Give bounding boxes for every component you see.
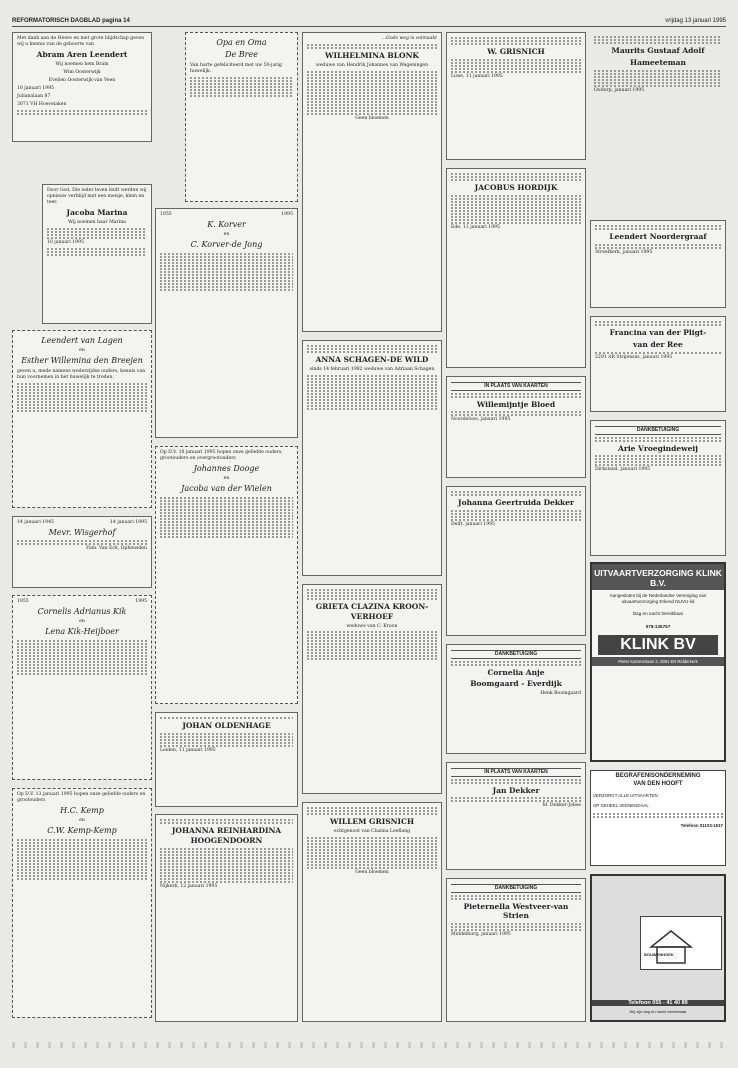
obituary-schagen: [302, 340, 442, 576]
ad-text: Van harte gefeliciteerd met uw 50-jarig huwelijk.: [190, 62, 282, 74]
house-logo: [640, 916, 722, 970]
ad-date: Oudorp, januari 1995: [594, 87, 645, 93]
ad-signature: M. Dekker-Jobse: [542, 803, 581, 809]
obituary-oldenhage: [155, 712, 298, 807]
section-heading: IN PLAATS VAN KAARTEN: [451, 768, 581, 777]
house-phone: Telefoon 055 - 41 40 89: [592, 1000, 724, 1006]
column-3: [302, 32, 442, 1032]
ad-name: Francina van der Pligt-: [609, 328, 707, 337]
ad-name2: C.W. Kemp-Kemp: [47, 826, 117, 836]
ad-sub: weduwe van C. Kroon: [346, 623, 398, 629]
ad-en: en: [79, 348, 85, 354]
bouwenhoek-ad: [590, 874, 726, 1022]
ad-name1: Johannes Dooge: [193, 463, 260, 473]
ad-date: 10 januari 1995: [17, 85, 54, 91]
ad-title2: De Bree: [225, 50, 258, 60]
page-header: [12, 14, 726, 27]
ad-quote: ...Gods weg is volmaakt: [381, 36, 437, 41]
ad-name: Abram Aren Leendert: [36, 49, 128, 59]
ad-city: 3071 VH Hoevelaken: [17, 101, 67, 107]
ad-date-right: 1995: [281, 212, 293, 217]
ad-date: Lisse, 11 januari 1995: [451, 73, 503, 79]
ad-name2: Jacoba van der Wielen: [181, 484, 272, 494]
thanks-vroegindeweij: [590, 420, 726, 556]
ad-date: Noordeloos, januari 1995: [451, 417, 511, 423]
anniversary-dooge: [155, 446, 298, 704]
ad-sub: weduwe van Hendrik Johannes van Wageningen: [315, 62, 429, 68]
anniversary-kemp: [12, 788, 152, 1018]
ad-name: JOHANNA REINHARDINA HOOGENDOORN: [171, 826, 282, 845]
wedding-announcement: [12, 330, 152, 508]
klink-uitvaart-banner: [590, 562, 726, 762]
newspaper-title: REFORMATORISCH DAGBLAD pagina 14: [12, 18, 130, 24]
ad-date-left: 1955: [160, 212, 172, 217]
ad-text: geven u, mede namens wederzijdse ouders, kennis van hun voornemen in het huwelijk te treden.: [17, 368, 146, 380]
ad-name: WILLEM GRISNICH: [329, 817, 415, 826]
ad-name2: C. Korver-de Jong: [190, 240, 263, 250]
column-4: [446, 32, 586, 1032]
obituary-hoogendoorn: [155, 814, 298, 1022]
ad-intro: Op D.V. 18 januari 1995 hopen onze geliefde ouders, grootouders en overgrootouders: [160, 450, 283, 461]
ad-name1: K. Korver: [207, 219, 246, 229]
ad-date: Delft, januari 1995: [451, 521, 495, 527]
ad-parents2: Evelien Oosterwijk-van Veen: [48, 77, 116, 83]
ad-name: GRIETA CLAZINA KROON-VERHOEF: [315, 602, 429, 621]
ad-name: Arie Vroegindeweij: [618, 443, 698, 453]
ad-name: WILHELMINA BLONK: [325, 50, 419, 60]
notice-w-grisnich: [446, 32, 586, 160]
birth-announcement-marina: [42, 184, 152, 324]
anniversary-kik: [12, 595, 152, 780]
section-heading: DANKBETUIGING: [451, 884, 581, 893]
ad-date-left: 1955: [17, 599, 29, 604]
ad-date-right: 14 januari 1995: [110, 520, 147, 525]
ad-name2: van der Ree: [633, 339, 683, 349]
ad-name: Cornelia Anje: [487, 667, 545, 677]
birth-announcement-bram: [12, 32, 152, 142]
ad-name2: Esther Willemina den Breejen: [21, 356, 143, 366]
section-heading: IN PLAATS VAN KAARTEN: [451, 382, 581, 391]
ad-signature: Geen bloemen: [355, 869, 389, 875]
house-brand: BOUWENHOEK: [644, 952, 674, 957]
obituary-hordijk: [446, 168, 586, 368]
ad-name: Jacoba Marina: [66, 207, 128, 217]
notice-dekker: [446, 486, 586, 636]
ad-name: Johanna Geertruida Dekker: [458, 498, 574, 507]
ad-signature: Henk Boomgaard: [540, 691, 581, 696]
ad-name: Mevr. Wisgerhof: [48, 527, 116, 537]
ad-name: Maurits Gustaaf Adolf: [611, 46, 705, 55]
ad-intro: Door God, Die ieder leven leidt werden wij opnieuw verblijd met een meisje, klein en teer.: [47, 188, 147, 205]
ad-signature: Fam. Van Eck, Opheusden: [86, 546, 147, 552]
ad-date: Middelburg, januari 1995: [451, 932, 511, 937]
column-2: [155, 32, 298, 1032]
ad-name2: Lena Kik-Heijboer: [45, 627, 119, 637]
ad-date: Dirksland, januari 1995: [595, 467, 651, 473]
ad-name2: Boomgaard - Everdijk: [470, 679, 562, 689]
ad-name: Willemijntje Bloed: [476, 399, 556, 409]
thanks-noordergraaf: [590, 220, 726, 308]
hooft-line2: OP GEHEEL VEENENDAAL: [593, 803, 649, 809]
page-footer-strip: [12, 1042, 726, 1048]
column-1: [12, 32, 152, 1032]
ad-sub: echtgenoot van Clazina Leeflang: [333, 828, 411, 834]
ad-name: W. GRISNICH: [487, 47, 545, 56]
ad-date: Streefkerk, januari 1995: [595, 249, 653, 255]
ad-intro: Op D.V. 13 januari 1995 hopen onze geliefde ouders en grootouders: [17, 792, 146, 803]
banner-text2: Dag en nacht bereikbaar: [632, 611, 684, 617]
obituary-blonk: [302, 32, 442, 332]
thanks-boomgaard: [446, 644, 586, 754]
ad-date: 10 januari 1995: [47, 239, 84, 245]
ad-date: 2291 AR Strijensas, januari 1995: [595, 354, 673, 360]
ad-en: en: [223, 232, 230, 238]
hooft-title2: VAN DEN HOOFT: [633, 780, 683, 787]
banner-phone: 078-135757: [645, 623, 671, 629]
ad-sub: Wij noemen haar Marina: [68, 219, 126, 225]
obituary-kroon: [302, 584, 442, 794]
ad-name: Pieternella Westveer-van Strien: [463, 901, 569, 921]
ad-en: en: [79, 818, 85, 824]
klink-logo: KLINK BV: [598, 635, 718, 655]
banner-title: UITVAARTVERZORGING KLINK B.V.: [592, 564, 724, 590]
ad-name: JACOBUS HORDIJK: [474, 183, 558, 192]
ad-title: Opa en Oma: [216, 38, 267, 47]
ad-parents: Wim Oosterwijk: [63, 69, 101, 75]
house-line: Wij zijn dag en nacht bereikbaar: [629, 1009, 687, 1014]
ad-sub: sinds 14 februari 1982 weduwe van Adriaan Schagen: [309, 366, 435, 372]
van-den-hooft-ad: [590, 770, 726, 866]
ad-sub: Wij noemen hem Bram: [55, 61, 109, 67]
ad-signature: Geen bloemen: [355, 115, 389, 121]
section-heading: DANKBETUIGING: [451, 650, 581, 659]
hooft-phone: Telefoon 01103-1517: [680, 822, 723, 828]
ad-date: Nijkerk, 12 januari 1995: [160, 883, 218, 889]
ad-date: Leiden, 11 januari 1995: [160, 747, 216, 753]
section-heading: DANKBETUIGING: [595, 426, 721, 435]
notice-jan-dekker: [446, 762, 586, 870]
ad-name1: Cornelis Adrianus Kik: [37, 606, 127, 616]
ad-name: ANNA SCHAGEN-DE WILD: [315, 355, 429, 364]
ad-name: Leendert Noordergraaf: [609, 232, 707, 241]
ad-name1: Leendert van Lagen: [41, 336, 123, 345]
congrats-opa-oma: [185, 32, 298, 202]
column-5: [590, 32, 726, 1032]
obituary-grisnich: [302, 802, 442, 1022]
anniversary-korver: [155, 208, 298, 438]
ad-name: JOHAN OLDENHAGE: [182, 721, 271, 730]
ad-intro: Met dank aan de Heere en met grote blijdschap geven wij u kennis van de geboorte van: [17, 36, 145, 47]
banner-text: Aangesloten bij de Nederlandse Vereniging van uitvaartverzorging Erkend NUVU-lid: [609, 593, 707, 605]
ad-name: Jan Dekker: [492, 785, 540, 795]
ad-name2: Hameeteman: [630, 57, 686, 67]
issue-date: vrijdag 13 januari 1995: [665, 18, 726, 24]
anniversary-wisgerhof: [12, 516, 152, 588]
thanks-hameeteman: [590, 32, 726, 212]
notice-bloed: [446, 376, 586, 478]
ad-address: Julianalaan 87: [17, 93, 51, 99]
thanks-pligt: [590, 316, 726, 412]
ad-date: Ede, 11 januari 1995: [451, 224, 500, 230]
ad-date-left: 14 januari 1945: [17, 520, 54, 525]
ad-en: en: [223, 476, 230, 482]
ad-en: en: [79, 619, 85, 625]
banner-footer: Pieter Kammerlaan 2, 2981 EN Ridderkerk: [592, 657, 724, 666]
thanks-westveer: [446, 878, 586, 1022]
ad-name1: H.C. Kemp: [60, 805, 104, 815]
hooft-title: BEGRAFENISONDERNEMING: [615, 773, 701, 779]
ad-date-right: 1995: [135, 599, 147, 604]
hooft-line1: VERZORGT ALLE UITVAARTEN: [593, 792, 658, 798]
